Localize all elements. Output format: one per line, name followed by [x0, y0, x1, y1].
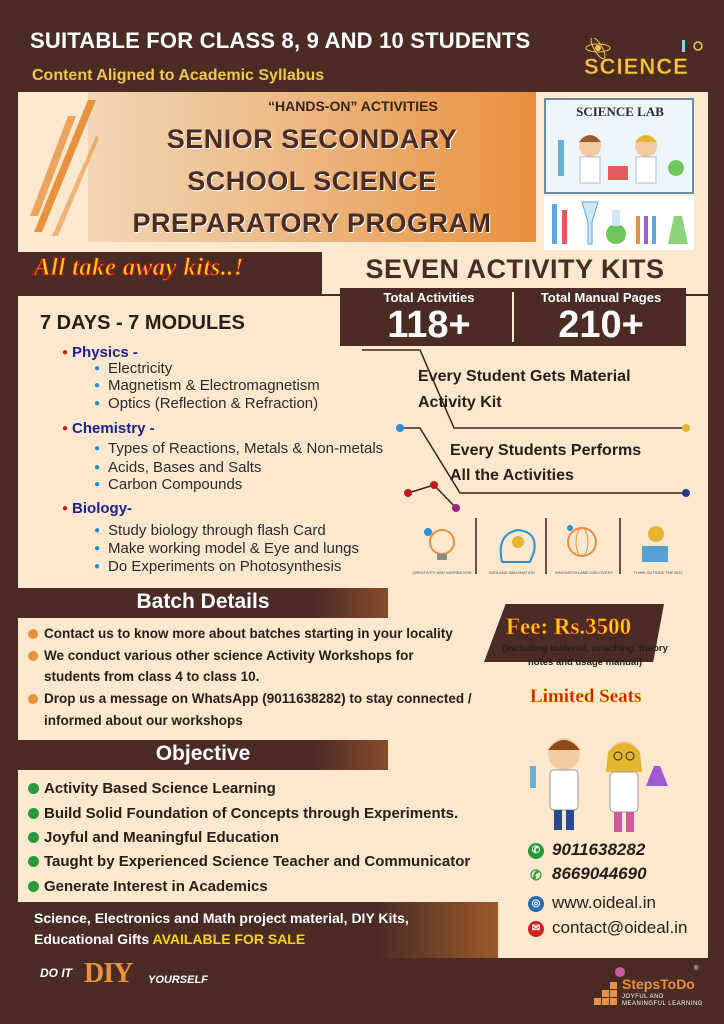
icon-caption: IDEA AND IMAGINATION: [489, 570, 535, 575]
performs-text-2: All the Activities: [450, 467, 574, 484]
batch-item-1: Contact us to know more about batches starting in your locality: [44, 626, 453, 641]
icon-caption: INNOVATION AND DISCOVERY: [554, 570, 614, 575]
phone-icon: ✆: [530, 867, 542, 883]
objective-item: Activity Based Science Learning: [44, 780, 276, 797]
banner-line-1: SENIOR SECONDARY: [166, 124, 458, 154]
yourself-text: YOURSELF: [148, 974, 208, 986]
stat-activities-value: 118+: [387, 304, 471, 346]
list-item: ● Make working model & Eye and lungs: [94, 540, 359, 557]
objective-item: Joyful and Meaningful Education: [44, 829, 280, 846]
subject-chemistry: ● Chemistry -: [62, 420, 155, 437]
header-subtitle: Content Aligned to Academic Syllabus: [32, 67, 325, 84]
scientist-kids-icon: [520, 726, 670, 838]
banner-line-3: PREPARATORY PROGRAM: [132, 208, 492, 238]
science-logo-text: SCIENCE: [584, 54, 689, 79]
takeaway-kits-text: All take away kits..!: [34, 254, 244, 281]
stepstodo-tag-2: MEANINGFUL LEARNING: [622, 1001, 703, 1007]
objective-title: Objective: [155, 742, 251, 765]
bullet-dot: [28, 694, 38, 704]
bullet-dot: [28, 881, 39, 892]
modules-heading: 7 DAYS - 7 MODULES: [40, 312, 245, 334]
header-title: SUITABLE FOR CLASS 8, 9 AND 10 STUDENTS: [30, 28, 531, 53]
objective-item: Generate Interest in Academics: [44, 878, 268, 895]
hands-on-tagline: “HANDS-ON” ACTIVITIES: [268, 98, 438, 114]
website-link[interactable]: www.oideal.in: [552, 893, 656, 912]
icon-caption: THINK OUTSIDE THE BOX: [633, 570, 683, 575]
material-text-2: Activity Kit: [418, 394, 502, 411]
batch-item-2a: We conduct various other science Activity Workshops for: [44, 648, 414, 663]
batch-title: Batch Details: [136, 590, 270, 613]
stepstodo-tag-1: JOYFUL AND: [622, 994, 664, 1000]
fee-price: Fee: Rs.3500: [506, 614, 632, 639]
globe-icon: ◎: [528, 896, 544, 912]
material-text-1: Every Student Gets Material: [418, 368, 631, 385]
subject-physics: ● Physics -: [62, 344, 138, 361]
diy-text: DIY: [84, 958, 133, 989]
subject-biology: ● Biology-: [62, 500, 132, 517]
email-icon: ✉: [528, 921, 544, 937]
do-it-text: DO IT: [40, 966, 72, 980]
list-item: ● Acids, Bases and Salts: [94, 459, 261, 476]
list-item: ● Electricity: [94, 360, 172, 377]
bullet-dot: [28, 856, 39, 867]
whatsapp-number[interactable]: 9011638282: [552, 840, 646, 859]
fee-note-1: (Including material, coaching, theory: [502, 643, 668, 654]
batch-item-3a: Drop us a message on WhatsApp (9011638282) to stay connected /: [44, 691, 472, 706]
head-bulb-icon: [501, 530, 535, 562]
sale-line-2-text: Educational Gifts: [34, 931, 153, 947]
banner-line-2: SCHOOL SCIENCE: [187, 166, 437, 196]
science-lab-title: SCIENCE LAB: [576, 104, 664, 119]
stat-pages-label: Total Manual Pages: [540, 290, 662, 305]
list-item: ● Study biology through flash Card: [94, 522, 326, 539]
lab-equipment-icon: [544, 196, 694, 250]
list-item: ● Magnetism & Electromagnetism: [94, 377, 320, 394]
whatsapp-icon: ✆: [528, 843, 544, 859]
list-item: ● Types of Reactions, Metals & Non-metals: [94, 440, 383, 457]
seven-kits-title: SEVEN ACTIVITY KITS: [365, 254, 665, 284]
bullet-dot: [28, 808, 39, 819]
bullet-dot: [28, 832, 39, 843]
bullet-dot: [28, 651, 38, 661]
sale-line-1: Science, Electronics and Math project material, DIY Kits,: [34, 910, 409, 926]
objective-item: Build Solid Foundation of Concepts through Experiments.: [44, 805, 459, 822]
globe-bulb-icon: [567, 525, 596, 556]
sale-highlight: AVAILABLE FOR SALE: [152, 931, 306, 947]
phone-number[interactable]: 8669044690: [552, 864, 647, 883]
kids-lab-icon: [548, 120, 690, 190]
stat-activities-label: Total Activities: [383, 290, 475, 305]
list-item: ● Optics (Reflection & Refraction): [94, 395, 318, 412]
stat-pages-value: 210+: [558, 304, 644, 346]
list-item: ● Carbon Compounds: [94, 476, 242, 493]
performs-text-1: Every Students Performs: [450, 442, 642, 459]
limited-seats: Limited Seats: [530, 686, 642, 707]
sale-line-2: [34, 931, 305, 947]
connector-lines-icon: [360, 330, 708, 520]
box-bulb-icon: [642, 526, 668, 562]
bullet-dot: [28, 783, 39, 794]
icon-caption: CREATIVITY AND INSPIRATION: [412, 570, 472, 575]
email-link[interactable]: contact@oideal.in: [552, 918, 688, 937]
bulb-gear-icon: [424, 528, 454, 560]
objective-item: Taught by Experienced Science Teacher and Communicator: [44, 853, 471, 870]
batch-item-3b: informed about our workshops: [44, 713, 243, 728]
batch-item-2b: students from class 4 to class 10.: [44, 669, 260, 684]
bullet-dot: [28, 629, 38, 639]
list-item: ● Do Experiments on Photosynthesis: [94, 558, 342, 575]
svg-text:®: ®: [694, 966, 699, 972]
fee-note-2: notes and usage manual): [527, 657, 643, 668]
stepstodo-brand: StepsToDo: [622, 976, 695, 992]
